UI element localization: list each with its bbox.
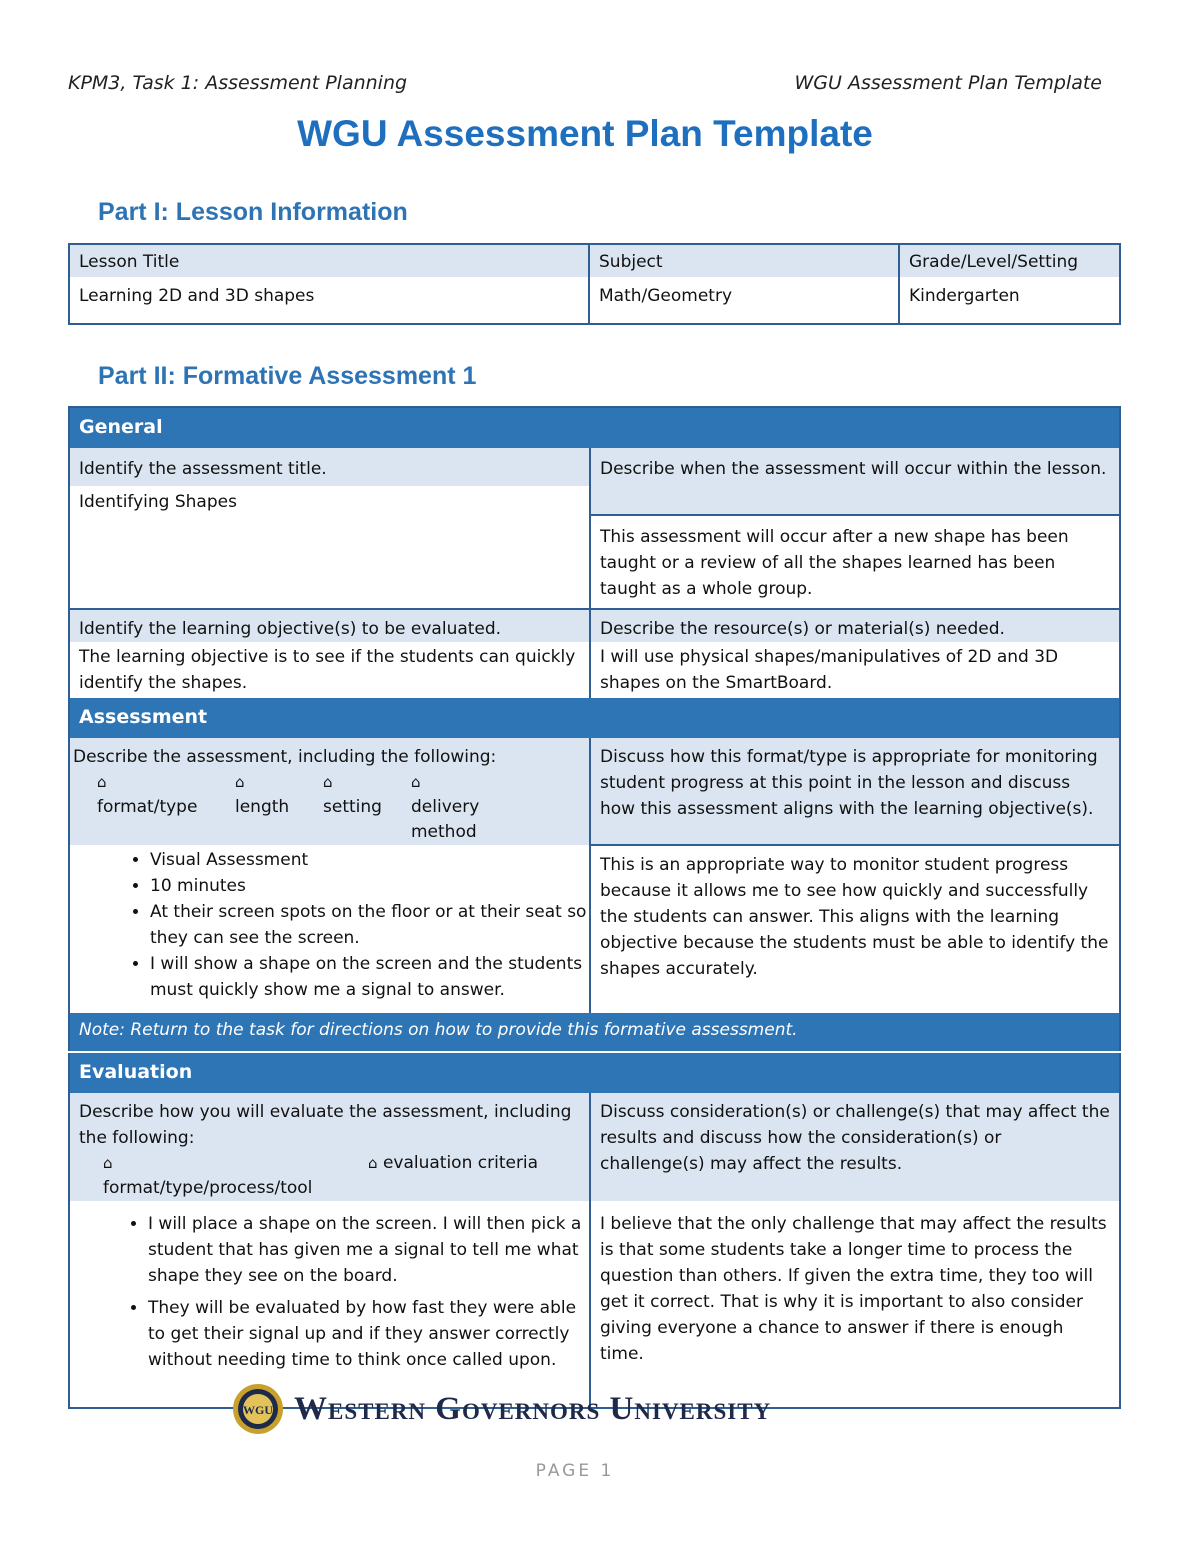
evaluation-describe-cell: [69, 1093, 590, 1201]
assessment-section-heading: Assessment: [69, 698, 1120, 738]
list-item: • They will be evaluated by how fast they were able to get their signal up and if they answer correctly without needing time to think once called upon.: [148, 1295, 589, 1373]
bullet-symbol-icon: ⌂: [97, 773, 107, 791]
note-row: Note: Return to the task for directions on how to provide this formative assessment.: [69, 1013, 1120, 1052]
evaluation-bullets-cell: [69, 1201, 590, 1408]
assessment-title-prompt: Identify the assessment title.: [69, 448, 590, 486]
evaluation-describe-prompt: Describe how you will evaluate the assessment, including the following:: [79, 1102, 572, 1148]
list-item: • 10 minutes: [150, 873, 589, 899]
assessment-describe-prompt: Describe the assessment, including the following:: [73, 747, 497, 767]
grade-value: Kindergarten: [899, 277, 1120, 324]
list-item: • At their screen spots on the floor or at their seat so they can see the screen.: [150, 899, 589, 951]
assessment-bullet-list: [90, 847, 589, 1003]
evaluation-items: [79, 1151, 580, 1201]
evaluation-item: ⌂ format/type/process/tool: [103, 1151, 368, 1201]
list-item: • I will show a shape on the screen and the students must quickly show me a signal to answer.: [150, 951, 589, 1003]
part1-heading: Part I: Lesson Information: [98, 198, 408, 226]
document-title: WGU Assessment Plan Template: [297, 113, 873, 154]
subject-value: Math/Geometry: [589, 277, 899, 324]
wgu-seal-icon: [232, 1383, 284, 1435]
lesson-info-table: [68, 243, 1121, 325]
when-prompt: Describe when the assessment will occur within the lesson.: [590, 448, 1120, 515]
page-number: PAGE 1: [535, 1461, 615, 1481]
bullet-symbol-icon: ⌂: [235, 773, 245, 791]
lesson-title-value: Learning 2D and 3D shapes: [69, 277, 589, 324]
part2-heading: Part II: Formative Assessment 1: [98, 362, 477, 390]
objective-answer: The learning objective is to see if the students can quickly identify the shapes.: [69, 642, 590, 698]
wgu-logo-text: Western Governors University: [294, 1390, 772, 1427]
formative-assessment-table: [68, 406, 1121, 1409]
bullet-symbol-icon: ⌂: [103, 1154, 113, 1172]
header-left: KPM3, Task 1: Assessment Planning: [68, 72, 408, 94]
assessment-bullets-cell: [69, 845, 590, 1013]
evaluation-challenge-prompt: Discuss consideration(s) or challenge(s) that may affect the results and discuss how the consideration(s) or challenge(s) may affect the results.: [590, 1093, 1120, 1201]
assessment-title-answer: Identifying Shapes: [69, 486, 590, 609]
evaluation-item: ⌂ evaluation criteria: [368, 1151, 538, 1201]
list-item: • I will place a shape on the screen. I will then pick a student that has given me a signal to tell me what shape they see on the board.: [148, 1211, 589, 1289]
assessment-item: ⌂ setting: [323, 770, 411, 845]
resources-prompt: Describe the resource(s) or material(s) needed.: [590, 609, 1120, 642]
evaluation-bullet-list: [88, 1211, 589, 1373]
assessment-describe-cell: [69, 738, 590, 845]
when-answer: This assessment will occur after a new shape has been taught or a review of all the shapes learned has been taught as a whole group.: [590, 515, 1120, 609]
bullet-symbol-icon: ⌂: [411, 773, 421, 791]
list-item: • Visual Assessment: [150, 847, 589, 873]
bullet-symbol-icon: ⌂: [368, 1154, 378, 1172]
resources-answer: I will use physical shapes/manipulatives of 2D and 3D shapes on the SmartBoard.: [600, 647, 1059, 693]
lesson-title-label: Lesson Title: [69, 244, 589, 277]
assessment-item: ⌂ length: [235, 770, 323, 845]
svg-text:WGU: WGU: [243, 1403, 273, 1417]
evaluation-challenge-answer: I believe that the only challenge that may affect the results is that some students take a longer time to process the question than others. If given the extra time, they too will get it correct. That is why it is important to also consider giving everyone a chance to answer if there is enough time.: [600, 1214, 1107, 1364]
assessment-items: [73, 770, 586, 845]
objective-prompt: Identify the learning objective(s) to be evaluated.: [69, 609, 590, 642]
subject-label: Subject: [589, 244, 899, 277]
bullet-symbol-icon: ⌂: [323, 773, 333, 791]
assessment-discuss-prompt: Discuss how this format/type is appropriate for monitoring student progress at this point in the lesson and discuss how this assessment aligns with the learning objective(s).: [590, 738, 1120, 845]
grade-label: Grade/Level/Setting: [899, 244, 1120, 277]
wgu-logo: [232, 1383, 771, 1435]
assessment-discuss-answer: This is an appropriate way to monitor student progress because it allows me to see how quickly and successfully the students can answer. This aligns with the learning objective because the students must be able to identify the shapes accurately.: [590, 845, 1120, 1013]
assessment-item: ⌂ format/type: [97, 770, 235, 845]
evaluation-section-heading: Evaluation: [69, 1052, 1120, 1093]
assessment-item: ⌂ delivery method: [411, 770, 521, 845]
general-section-heading: General: [69, 407, 1120, 448]
header-right: WGU Assessment Plan Template: [794, 72, 1102, 94]
